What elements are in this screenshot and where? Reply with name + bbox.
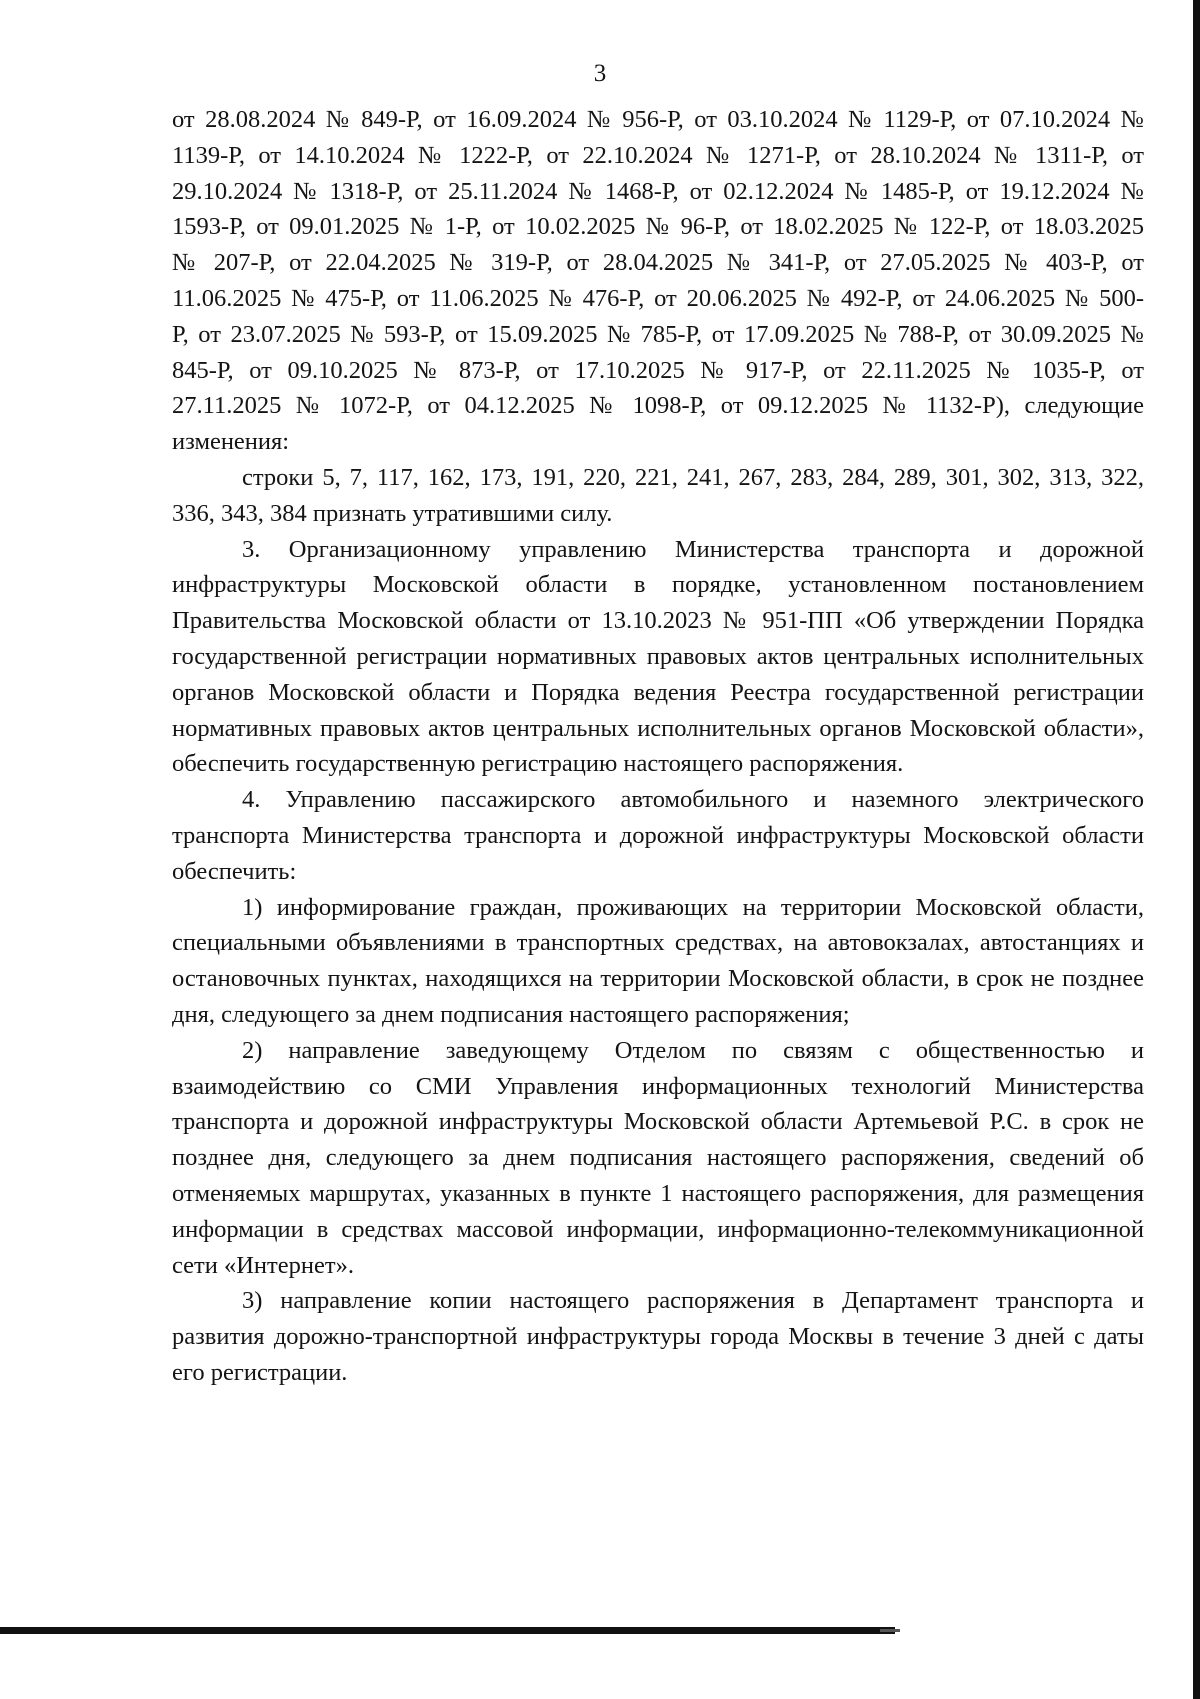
orders-list-paragraph: от 28.08.2024 № 849-Р, от 16.09.2024 № 956-Р, от 03.10.2024 № 1129-Р, от 07.10.2024 № 1139-Р, от 14.10.2024 № 1222-Р, от 22.10.2024 № 1271-Р, от 28.10.2024 № 1311-Р, от 29.10.2024 № 1318-Р, от 25.11.2024 № 1468-Р, от 02.12.2024 № 1485-Р, от 19.12.2024 № 1593-Р, от 09.01.2025 № 1-Р, от 10.02.2025 № 96-Р, от 18.02.2025 № 122-Р, от 18.03.2025 № 207-Р, от 22.04.2025 № 319-Р, от 28.04.2025 № 341-Р, от 27.05.2025 № 403-Р, от 11.06.2025 № 475-Р, от 11.06.2025 № 476-Р, от 20.06.2025 № 492-Р, от 24.06.2025 № 500-Р, от 23.07.2025 № 593-Р, от 15.09.2025 № 785-Р, от 17.09.2025 № 788-Р, от 30.09.2025 № 845-Р, от 09.10.2025 № 873-Р, от 17.10.2025 № 917-Р, от 22.11.2025 № 1035-Р, от 27.11.2025 № 1072-Р, от 04.12.2025 № 1098-Р, от 09.12.2025 № 1132-Р), следующие изменения: [172, 106, 1144, 456]
item-3-paragraph: 3. Организационному управлению Министерства транспорта и дорожной инфраструктуры Московской области в порядке, установленном постановлением Правительства Московской области от 13.10.2023 № 951-ПП «Об утверждении Порядка государственной регистрации нормативных правовых актов центральных исполнительных органов Московской области и Порядка ведения Реестра государственной регистрации нормативных правовых актов центральных исполнительных органов Московской области», обеспечить государственную регистрацию настоящего распоряжения. [172, 535, 1144, 778]
scan-right-edge [1193, 0, 1200, 1699]
item-4-paragraph: 4. Управлению пассажирского автомобильного и наземного электрического транспорта Министерства транспорта и дорожной инфраструктуры Московской области обеспечить: [172, 786, 1144, 885]
item-4-3-paragraph: 3) направление копии настоящего распоряжения в Департамент транспорта и развития дорожно-транспортной инфраструктуры города Москвы в течение 3 дней с даты его регистрации. [172, 1287, 1144, 1386]
scan-bottom-edge [0, 1627, 895, 1634]
document-body [172, 102, 1144, 1391]
scan-bottom-edge-tail [880, 1629, 900, 1632]
rows-repealed-paragraph: строки 5, 7, 117, 162, 173, 191, 220, 221, 241, 267, 283, 284, 289, 301, 302, 313, 322, 336, 343, 384 признать утратившими силу. [172, 463, 1144, 527]
item-4-1-paragraph: 1) информирование граждан, проживающих на территории Московской области, специальными объявлениями в транспортных средствах, на автовокзалах, автостанциях и остановочных пунктах, находящихся на территории Московской области, в срок не позднее дня, следующего за днем подписания настоящего распоряжения; [172, 893, 1144, 1028]
item-4-2-paragraph: 2) направление заведующему Отделом по связям с общественностью и взаимодействию со СМИ Управления информационных технологий Министерства транспорта и дорожной инфраструктуры Московской области Артемьевой Р.С. в срок не позднее дня, следующего за днем подписания настоящего распоряжения, сведений об отменяемых маршрутах, указанных в пункте 1 настоящего распоряжения, для размещения информации в средствах массовой информации, информационно-телекоммуникационной сети «Интернет». [172, 1036, 1144, 1279]
page-number: 3 [593, 60, 607, 87]
